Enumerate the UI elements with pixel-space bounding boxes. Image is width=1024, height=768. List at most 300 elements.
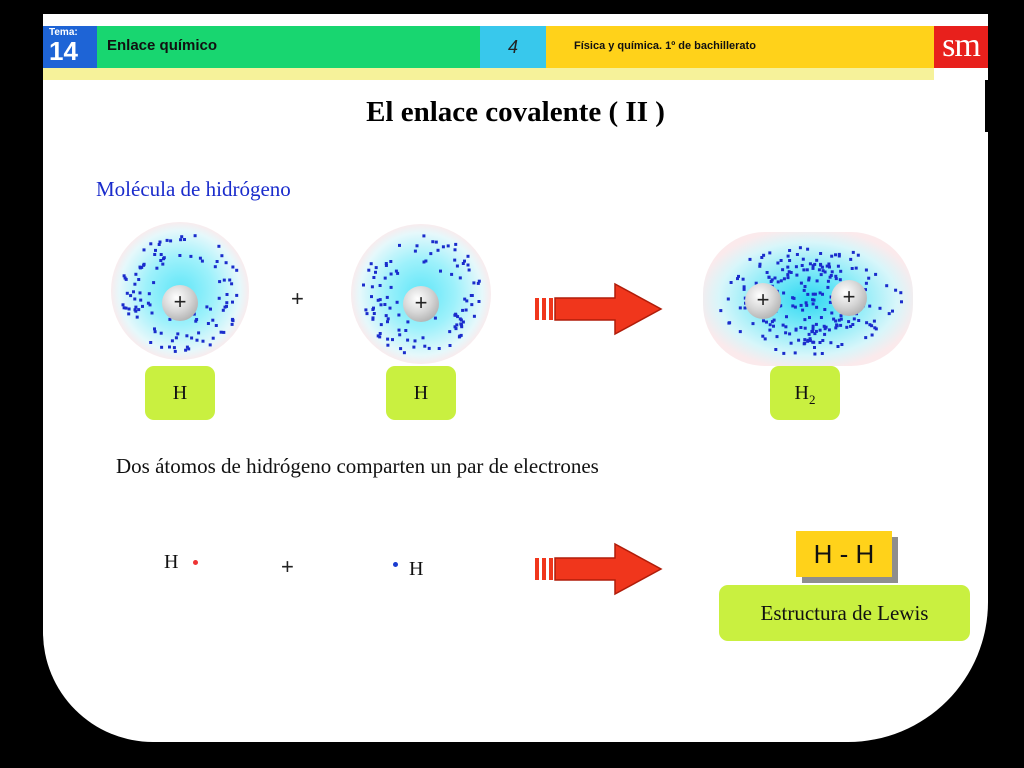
electron-dot	[155, 267, 158, 270]
electron-dot	[865, 269, 868, 272]
electron-dot	[403, 351, 406, 354]
electron-dot	[160, 332, 163, 335]
electron-dot	[398, 333, 401, 336]
electron-dot	[168, 346, 171, 349]
electron-dot	[431, 240, 434, 243]
electron-dot	[857, 254, 860, 257]
electron-dot	[875, 327, 878, 330]
electron-dot-red	[193, 560, 198, 565]
electron-dot	[742, 278, 745, 281]
electron-dot	[235, 294, 238, 297]
electron-dot	[226, 293, 229, 296]
electron-dot	[423, 345, 426, 348]
electron-dot	[820, 273, 823, 276]
electron-dot	[788, 259, 791, 262]
electron-dot	[851, 323, 854, 326]
electron-dot	[776, 335, 779, 338]
course-banner	[546, 26, 934, 68]
electron-dot	[857, 319, 860, 322]
electron-dot	[386, 344, 389, 347]
electron-dot	[477, 282, 480, 285]
electron-dot	[885, 284, 888, 287]
electron-dot	[148, 292, 151, 295]
electron-dot	[811, 330, 814, 333]
electron-dot	[160, 346, 163, 349]
electron-dot	[180, 235, 183, 238]
electron-dot	[126, 292, 129, 295]
electron-dot	[787, 255, 790, 258]
section-subtitle: Molécula de hidrógeno	[96, 177, 291, 201]
electron-dot	[790, 271, 793, 274]
electron-dot	[212, 337, 215, 340]
electron-dot	[774, 348, 777, 351]
electron-dot	[783, 277, 786, 280]
electron-dot	[396, 272, 399, 275]
electron-dot	[478, 300, 481, 303]
reaction-arrow-2	[535, 542, 665, 598]
electron-dot	[454, 248, 457, 251]
electron-dot	[207, 322, 210, 325]
electron-dot	[776, 262, 779, 265]
electron-dot	[784, 325, 787, 328]
electron-dot	[809, 262, 812, 265]
electron-dot	[404, 329, 407, 332]
electron-dot	[829, 276, 832, 279]
electron-dot	[795, 329, 798, 332]
electron-dot	[811, 341, 814, 344]
header-bar	[43, 26, 988, 68]
electron-dot	[830, 255, 833, 258]
electron-dot	[390, 273, 393, 276]
electron-dot	[222, 309, 225, 312]
electron-dot	[385, 262, 388, 265]
electron-dot	[812, 267, 815, 270]
electron-dot	[189, 255, 192, 258]
electron-dot	[815, 259, 818, 262]
electron-dot	[166, 239, 169, 242]
electron-dot	[416, 244, 419, 247]
electron-dot	[149, 303, 152, 306]
electron-dot	[900, 300, 903, 303]
electron-dot	[367, 269, 370, 272]
electron-dot	[211, 319, 214, 322]
electron-dot	[220, 331, 223, 334]
electron-dot	[899, 291, 902, 294]
electron-dot	[174, 350, 177, 353]
electron-dot	[766, 271, 769, 274]
electron-dot	[422, 336, 425, 339]
electron-dot	[780, 259, 783, 262]
electron-dot	[377, 299, 380, 302]
electron-dot	[839, 270, 842, 273]
electron-dot	[197, 331, 200, 334]
electron-dot	[865, 282, 868, 285]
electron-dot	[868, 305, 871, 308]
electron-dot	[473, 315, 476, 318]
course-title: Física y química. 1º de bachillerato	[574, 40, 756, 52]
electron-dot	[202, 340, 205, 343]
electron-dot	[849, 258, 852, 261]
electron-dot	[838, 253, 841, 256]
electron-dot	[378, 335, 381, 338]
electron-dot	[460, 324, 463, 327]
electron-dot	[374, 271, 377, 274]
electron-dot	[127, 312, 130, 315]
electron-dot	[447, 244, 450, 247]
electron-dot	[802, 268, 805, 271]
electron-dot	[799, 246, 802, 249]
electron-dot	[461, 309, 464, 312]
electron-dot	[422, 234, 425, 237]
electron-dot	[794, 351, 797, 354]
lewis-left-atom: H	[164, 551, 179, 573]
lewis-plus: +	[281, 554, 294, 579]
electron-dot	[791, 304, 794, 307]
electron-dot	[764, 337, 767, 340]
electron-dot	[136, 316, 139, 319]
electron-dot	[372, 276, 375, 279]
nucleus: +	[745, 283, 781, 319]
electron-dot	[815, 323, 818, 326]
electron-dot	[794, 306, 797, 309]
electron-dot	[839, 324, 842, 327]
electron-dot	[821, 293, 824, 296]
electron-dot	[801, 309, 804, 312]
electron-dot	[161, 263, 164, 266]
electron-dot	[152, 281, 155, 284]
electron-dot	[819, 264, 822, 267]
electron-dot	[467, 255, 470, 258]
electron-dot	[771, 278, 774, 281]
electron-dot	[801, 264, 804, 267]
electron-dot	[812, 325, 815, 328]
electron-dot	[122, 303, 125, 306]
electron-dot	[149, 341, 152, 344]
electron-dot	[453, 259, 456, 262]
electron-dot	[153, 327, 156, 330]
electron-dot	[808, 316, 811, 319]
electron-dot	[874, 273, 877, 276]
atom-label-1: H	[145, 366, 215, 420]
electron-dot	[143, 248, 146, 251]
electron-dot	[807, 279, 810, 282]
electron-dot	[804, 327, 807, 330]
electron-dot	[467, 264, 470, 267]
electron-dot	[468, 269, 471, 272]
electron-dot	[462, 321, 465, 324]
electron-dot	[458, 335, 461, 338]
electron-dot	[743, 285, 746, 288]
electron-dot	[873, 320, 876, 323]
electron-dot	[370, 295, 373, 298]
electron-dot	[802, 258, 805, 261]
electron-dot	[837, 345, 840, 348]
electron-dot	[205, 305, 208, 308]
electron-dot	[434, 317, 437, 320]
header-band	[43, 68, 934, 80]
electron-dot	[836, 324, 839, 327]
electron-dot	[371, 285, 374, 288]
electron-dot	[870, 324, 873, 327]
electron-dot	[134, 310, 137, 313]
electron-dot	[761, 335, 764, 338]
electron-dot	[795, 274, 798, 277]
electron-dot	[790, 342, 793, 345]
electron-dot	[230, 282, 233, 285]
electron-dot	[772, 325, 775, 328]
electron-dot	[169, 239, 172, 242]
electron-dot	[386, 338, 389, 341]
electron-dot	[134, 306, 137, 309]
electron-dot	[806, 293, 809, 296]
electron-dot	[209, 308, 212, 311]
electron-dot	[391, 338, 394, 341]
electron-dot	[123, 306, 126, 309]
electron-dot	[364, 308, 367, 311]
electron-dot	[184, 349, 187, 352]
plus-sign: +	[291, 286, 304, 311]
electron-dot	[760, 256, 763, 259]
electron-dot-blue	[393, 562, 398, 567]
electron-dot	[800, 282, 803, 285]
electron-dot	[171, 339, 174, 342]
electron-dot	[379, 284, 382, 287]
electron-dot	[379, 332, 382, 335]
electron-dot	[225, 301, 228, 304]
reaction-arrow	[535, 282, 665, 338]
hydrogen-atom-1	[111, 222, 249, 360]
electron-dot	[805, 301, 808, 304]
electron-dot	[835, 277, 838, 280]
electron-dot	[891, 310, 894, 313]
electron-dot	[831, 270, 834, 273]
electron-dot	[209, 343, 212, 346]
electron-dot	[853, 317, 856, 320]
electron-dot	[231, 266, 234, 269]
description-text: Dos átomos de hidrógeno comparten un par de electrones	[116, 454, 599, 478]
electron-dot	[398, 244, 401, 247]
electron-dot	[808, 333, 811, 336]
electron-dot	[185, 334, 188, 337]
electron-dot	[380, 323, 383, 326]
electron-dot	[196, 339, 199, 342]
electron-dot	[803, 318, 806, 321]
electron-dot	[390, 286, 393, 289]
electron-dot	[370, 262, 373, 265]
electron-dot	[782, 324, 785, 327]
electron-dot	[389, 307, 392, 310]
electron-dot	[437, 249, 440, 252]
electron-dot	[864, 336, 867, 339]
electron-dot	[159, 241, 162, 244]
electron-dot	[803, 338, 806, 341]
electron-dot	[222, 331, 225, 334]
electron-dot	[774, 277, 777, 280]
electron-dot	[154, 330, 157, 333]
electron-dot	[820, 316, 823, 319]
electron-dot	[371, 318, 374, 321]
sm-logo: sm	[934, 26, 988, 68]
electron-dot	[201, 260, 204, 263]
electron-dot	[399, 347, 402, 350]
electron-dot	[845, 326, 848, 329]
electron-dot	[837, 265, 840, 268]
electron-dot	[231, 323, 234, 326]
electron-dot	[362, 284, 365, 287]
electron-dot	[449, 344, 452, 347]
electron-dot	[128, 308, 131, 311]
electron-dot	[855, 267, 858, 270]
electron-dot	[406, 320, 409, 323]
electron-dot	[743, 288, 746, 291]
electron-dot	[816, 279, 819, 282]
electron-dot	[824, 327, 827, 330]
electron-dot	[438, 347, 441, 350]
electron-dot	[806, 340, 809, 343]
electron-dot	[178, 254, 181, 257]
electron-dot	[428, 347, 431, 350]
electron-dot	[463, 260, 466, 263]
electron-dot	[217, 245, 220, 248]
electron-dot	[176, 332, 179, 335]
electron-dot	[194, 234, 197, 237]
electron-dot	[819, 252, 822, 255]
electron-dot	[414, 250, 417, 253]
atom-label-2: H	[386, 366, 456, 420]
page-title: El enlace covalente ( II )	[366, 96, 665, 128]
hydrogen-molecule	[703, 232, 913, 366]
electron-dot	[803, 342, 806, 345]
electron-dot	[739, 330, 742, 333]
electron-dot	[797, 339, 800, 342]
electron-dot	[767, 276, 770, 279]
electron-dot	[871, 334, 874, 337]
electron-dot	[813, 346, 816, 349]
electron-dot	[813, 353, 816, 356]
electron-dot	[385, 314, 388, 317]
electron-dot	[879, 307, 882, 310]
electron-dot	[133, 283, 136, 286]
electron-dot	[762, 319, 765, 322]
electron-dot	[834, 253, 837, 256]
electron-dot	[387, 317, 390, 320]
electron-dot	[749, 258, 752, 261]
electron-dot	[812, 327, 815, 330]
electron-dot	[782, 352, 785, 355]
shared-electron-cloud	[703, 232, 913, 366]
electron-dot	[472, 281, 475, 284]
electron-dot	[214, 265, 217, 268]
electron-dot	[799, 326, 802, 329]
electron-dot	[384, 277, 387, 280]
electron-dot	[123, 274, 126, 277]
tema-label: Tema:	[49, 27, 78, 38]
electron-dot	[439, 270, 442, 273]
electron-dot	[828, 266, 831, 269]
electron-dot	[141, 305, 144, 308]
electron-dot	[823, 333, 826, 336]
electron-dot	[450, 273, 453, 276]
electron-dot	[771, 320, 774, 323]
electron-dot	[768, 251, 771, 254]
electron-dot	[812, 293, 815, 296]
electron-dot	[840, 343, 843, 346]
electron-dot	[397, 314, 400, 317]
electron-dot	[786, 266, 789, 269]
electron-dot	[806, 268, 809, 271]
electron-dot	[396, 301, 399, 304]
electron-dot	[225, 261, 228, 264]
slide	[43, 14, 988, 742]
electron-dot	[183, 238, 186, 241]
nucleus: +	[831, 280, 867, 316]
electron-dot	[424, 260, 427, 263]
electron-dot	[847, 320, 850, 323]
electron-dot	[865, 321, 868, 324]
electron-dot	[818, 268, 821, 271]
electron-dot	[366, 312, 369, 315]
molecule-label-base: H	[794, 382, 809, 404]
page-number: 4	[480, 26, 546, 68]
electron-dot	[806, 248, 809, 251]
electron-dot	[727, 298, 730, 301]
electron-dot	[173, 346, 176, 349]
electron-dot	[231, 318, 234, 321]
electron-dot	[129, 294, 132, 297]
tema-number: 14	[49, 36, 78, 66]
electron-dot	[133, 298, 136, 301]
electron-dot	[828, 328, 831, 331]
electron-dot	[134, 273, 137, 276]
lewis-result: H - H	[796, 531, 892, 577]
electron-dot	[813, 299, 816, 302]
electron-dot	[780, 279, 783, 282]
electron-dot	[375, 266, 378, 269]
electron-dot	[454, 243, 457, 246]
electron-dot	[386, 320, 389, 323]
electron-dot	[781, 268, 784, 271]
electron-dot	[769, 323, 772, 326]
electron-dot	[827, 280, 830, 283]
electron-dot	[768, 329, 771, 332]
electron-dot	[186, 346, 189, 349]
electron-dot	[372, 307, 375, 310]
electron-dot	[195, 318, 198, 321]
electron-dot	[803, 289, 806, 292]
hydrogen-atom-2	[351, 224, 491, 364]
electron-dot	[160, 253, 163, 256]
electron-dot	[765, 321, 768, 324]
electron-dot	[784, 331, 787, 334]
electron-dot	[218, 280, 221, 283]
electron-dot	[459, 276, 462, 279]
electron-dot	[406, 339, 409, 342]
electron-dot	[719, 309, 722, 312]
electron-dot	[159, 259, 162, 262]
electron-dot	[235, 269, 238, 272]
topic-title: Enlace químico	[107, 37, 218, 54]
electron-dot	[739, 306, 742, 309]
electron-dot	[231, 301, 234, 304]
electron-dot	[470, 294, 473, 297]
electron-dot	[819, 341, 822, 344]
electron-dot	[224, 306, 227, 309]
electron-dot	[795, 265, 798, 268]
lewis-caption: Estructura de Lewis	[719, 585, 970, 641]
electron-dot	[800, 304, 803, 307]
electron-dot	[852, 251, 855, 254]
electron-dot	[840, 318, 843, 321]
